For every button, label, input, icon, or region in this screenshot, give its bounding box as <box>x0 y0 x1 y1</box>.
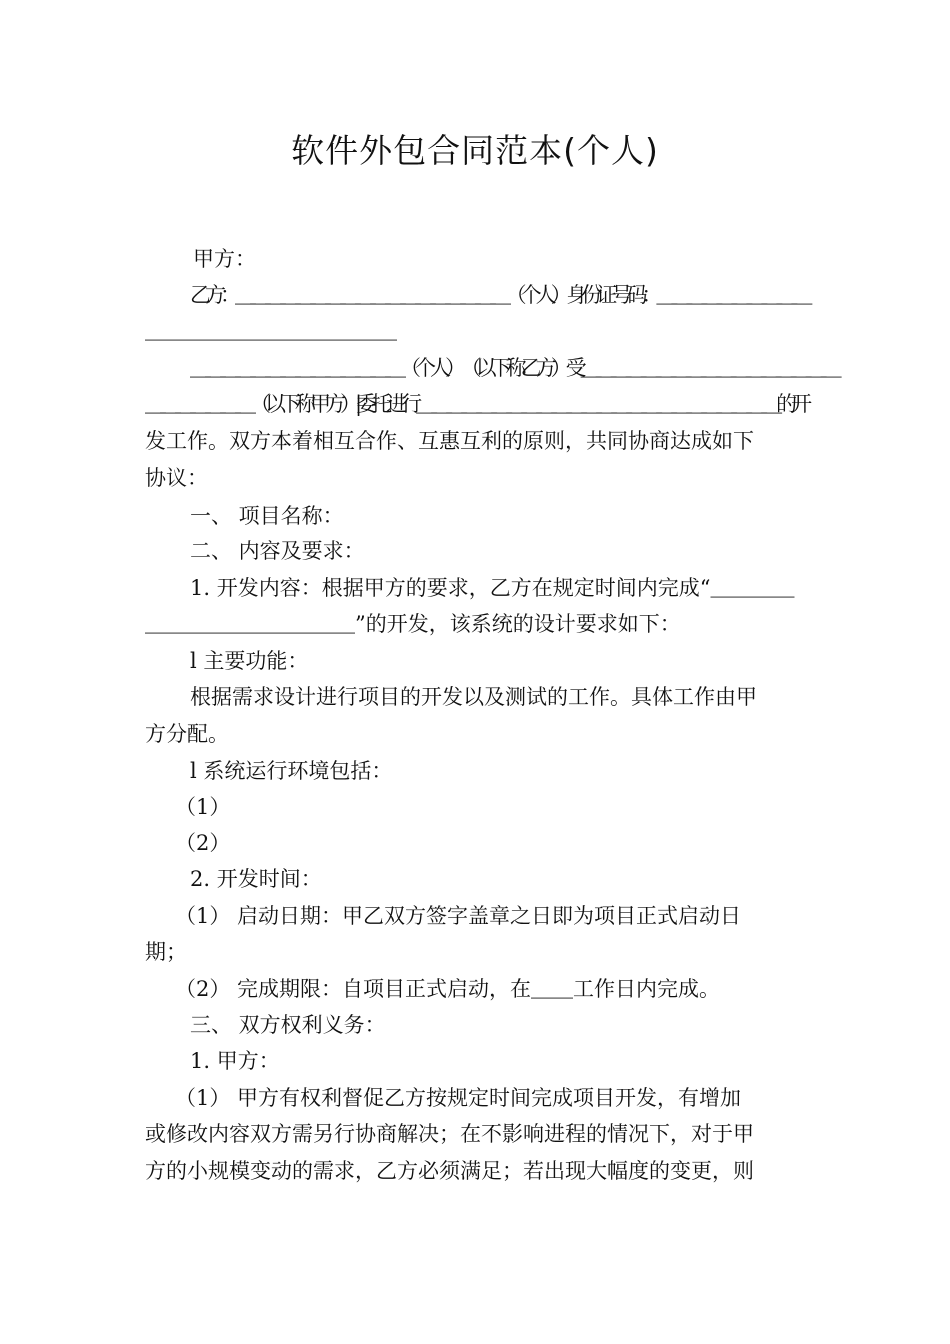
start-date-line: （1） 启动日期：甲乙双方签字盖章之日即为项目正式启动日 <box>175 904 742 928</box>
entrust-line: ＿＿＿＿＿＿＿（以下称甲方）|委托进行＿＿＿＿＿＿＿＿＿＿＿＿＿＿＿＿＿＿＿＿＿＿＿＿的开 <box>145 392 807 416</box>
main-functions-heading: l 主要功能： <box>190 649 309 673</box>
dev-content-continued: ＿＿＿＿＿＿＿＿＿＿”的开发，该系统的设计要求如下： <box>145 612 681 636</box>
section-2-heading: 二、 内容及要求： <box>190 539 365 563</box>
dev-content-line: 1. 开发内容：根据甲方的要求，乙方在规定时间内完成“＿＿＿＿ <box>190 576 795 600</box>
dev-time-heading: 2. 开发时间： <box>190 867 322 891</box>
deadline-line: （2） 完成期限：自项目正式启动，在＿＿工作日内完成。 <box>175 977 721 1001</box>
section-3-heading: 三、 双方权利义务： <box>190 1013 386 1037</box>
environment-heading: l 系统运行环境包括： <box>190 759 393 783</box>
environment-item-2: （2） <box>175 831 231 855</box>
party-b-id-continued: ＿＿＿＿＿＿＿＿＿＿＿＿ <box>145 319 397 343</box>
document-title: 软件外包合同范本(个人) <box>291 131 659 170</box>
party-b-line: 乙方：＿＿＿＿＿＿＿＿＿＿＿＿＿＿＿＿＿＿ （个人） 身份证号码：＿＿＿＿＿＿＿＿＿＿ <box>190 283 807 307</box>
party-a-rights-text: （1） 甲方有权利督促乙方按规定时间完成项目开发，有增加 <box>175 1086 742 1110</box>
agreement-line: 协议： <box>145 466 208 490</box>
functions-text: 根据需求设计进行项目的开发以及测试的工作。具体工作由甲 <box>190 685 757 709</box>
party-b-name-line: ＿＿＿＿＿＿＿＿＿＿＿＿＿＿（个人） （以下称乙方）受＿＿＿＿＿＿＿＿＿＿＿＿＿＿＿＿＿ <box>190 356 836 380</box>
party-a-rights-heading: 1. 甲方： <box>190 1049 280 1073</box>
environment-item-1: （1） <box>175 795 231 819</box>
start-date-continued: 期； <box>145 940 187 964</box>
principle-line: 发工作。双方本着相互合作、互惠互利的原则，共同协商达成如下 <box>145 429 754 453</box>
party-a-rights-continued-1: 或修改内容双方需另行协商解决；在不影响进程的情况下，对于甲 <box>145 1122 754 1146</box>
party-a-rights-continued-2: 方的小规模变动的需求，乙方必须满足；若出现大幅度的变更，则 <box>145 1159 754 1183</box>
party-a-line: 甲方： <box>193 247 256 271</box>
section-1-heading: 一、 项目名称： <box>190 504 344 528</box>
functions-text-continued: 方分配。 <box>145 722 229 746</box>
